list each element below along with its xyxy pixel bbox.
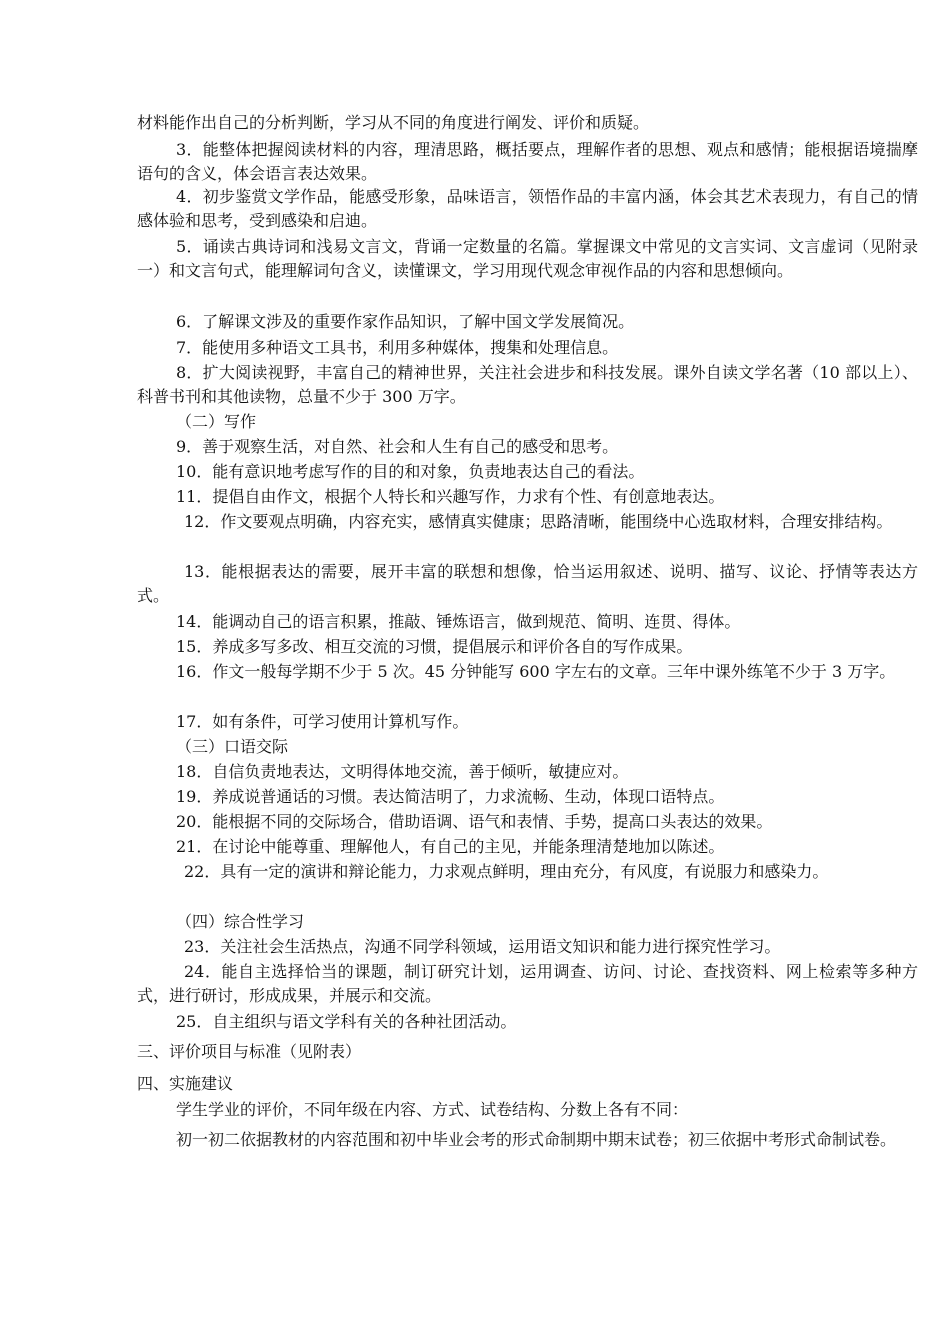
item-6: 6．了解课文涉及的重要作家作品知识，了解中国文学发展简况。 [176, 312, 635, 331]
item-8: 8．扩大阅读视野，丰富自己的精神世界，关注社会进步和科技发展。课外自读文学名著（10 部以上）、科普书刊和其他读物，总量不少于 300 万字。 [137, 363, 918, 406]
item-15: 15．养成多写多改、相互交流的习惯，提倡展示和评价各自的写作成果。 [176, 637, 693, 656]
item-19: 19．养成说普通话的习惯。表达简洁明了，力求流畅、生动，体现口语特点。 [176, 787, 725, 806]
item-22: 22．具有一定的演讲和辩论能力，力求观点鲜明，理由充分，有风度，有说服力和感染力。 [184, 862, 829, 881]
item-3: 3．能整体把握阅读材料的内容，理清思路，概括要点，理解作者的思想、观点和感情；能根据语境揣摩语句的含义，体会语言表达效果。 [137, 140, 918, 183]
item-13: 13．能根据表达的需要，展开丰富的联想和想像，恰当运用叙述、说明、描写、议论、抒情等表达方式。 [137, 562, 918, 605]
item-14: 14．能调动自己的语言积累，推敲、锤炼语言，做到规范、简明、连贯、得体。 [176, 612, 741, 631]
item-4: 4．初步鉴赏文学作品，能感受形象，品味语言，领悟作品的丰富内涵，体会其艺术表现力，有自己的情感体验和思考，受到感染和启迪。 [137, 187, 918, 230]
item-21: 21．在讨论中能尊重、理解他人，有自己的主见，并能条理清楚地加以陈述。 [176, 837, 725, 856]
item-25: 25．自主组织与语文学科有关的各种社团活动。 [176, 1012, 517, 1031]
item-5: 5．诵读古典诗词和浅易文言文，背诵一定数量的名篇。掌握课文中常见的文言实词、文言虚词（见附录一）和文言句式，能理解词句含义，读懂课文，学习用现代观念审视作品的内容和思想倾向。 [137, 237, 918, 280]
item-17: 17．如有条件，可学习使用计算机写作。 [176, 712, 469, 731]
item-23: 23．关注社会生活热点，沟通不同学科领域，运用语文知识和能力进行探究性学习。 [184, 937, 781, 956]
item-11: 11．提倡自由作文，根据个人特长和兴趣写作，力求有个性、有创意地表达。 [176, 487, 725, 506]
item-9: 9．善于观察生活，对自然、社会和人生有自己的感受和思考。 [176, 437, 619, 456]
section-heading-4: 四、实施建议 [137, 1074, 234, 1093]
item-16: 16．作文一般每学期不少于 5 次。45 分钟能写 600 字左右的文章。三年中课外练笔不少于 3 万字。 [176, 662, 896, 681]
item-12: 12．作文要观点明确，内容充实，感情真实健康；思路清晰，能围绕中心选取材料，合理安排结构。 [184, 512, 893, 531]
heading-oral: （三）口语交际 [176, 737, 289, 756]
section-heading-3: 三、评价项目与标准（见附表） [137, 1042, 362, 1061]
item-7: 7．能使用多种语文工具书，利用多种媒体，搜集和处理信息。 [176, 338, 619, 357]
item-10: 10．能有意识地考虑写作的目的和对象，负责地表达自己的看法。 [176, 462, 645, 481]
heading-comprehensive: （四）综合性学习 [176, 912, 305, 931]
paragraph-evaluation: 学生学业的评价，不同年级在内容、方式、试卷结构、分数上各有不同： [176, 1100, 689, 1119]
item-20: 20．能根据不同的交际场合，借助语调、语气和表情、手势，提高口头表达的效果。 [176, 812, 773, 831]
paragraph-continuation: 材料能作出自己的分析判断，学习从不同的角度进行阐发、评价和质疑。 [137, 113, 650, 132]
item-18: 18．自信负责地表达，文明得体地交流，善于倾听，敏捷应对。 [176, 762, 629, 781]
heading-writing: （二）写作 [176, 412, 257, 431]
paragraph-exams: 初一初二依据教材的内容范围和初中毕业会考的形式命制期中期末试卷；初三依据中考形式命制试卷。 [176, 1130, 897, 1149]
item-24: 24．能自主选择恰当的课题，制订研究计划，运用调查、访问、讨论、查找资料、网上检索等多种方式，进行研讨，形成成果，并展示和交流。 [137, 962, 918, 1005]
